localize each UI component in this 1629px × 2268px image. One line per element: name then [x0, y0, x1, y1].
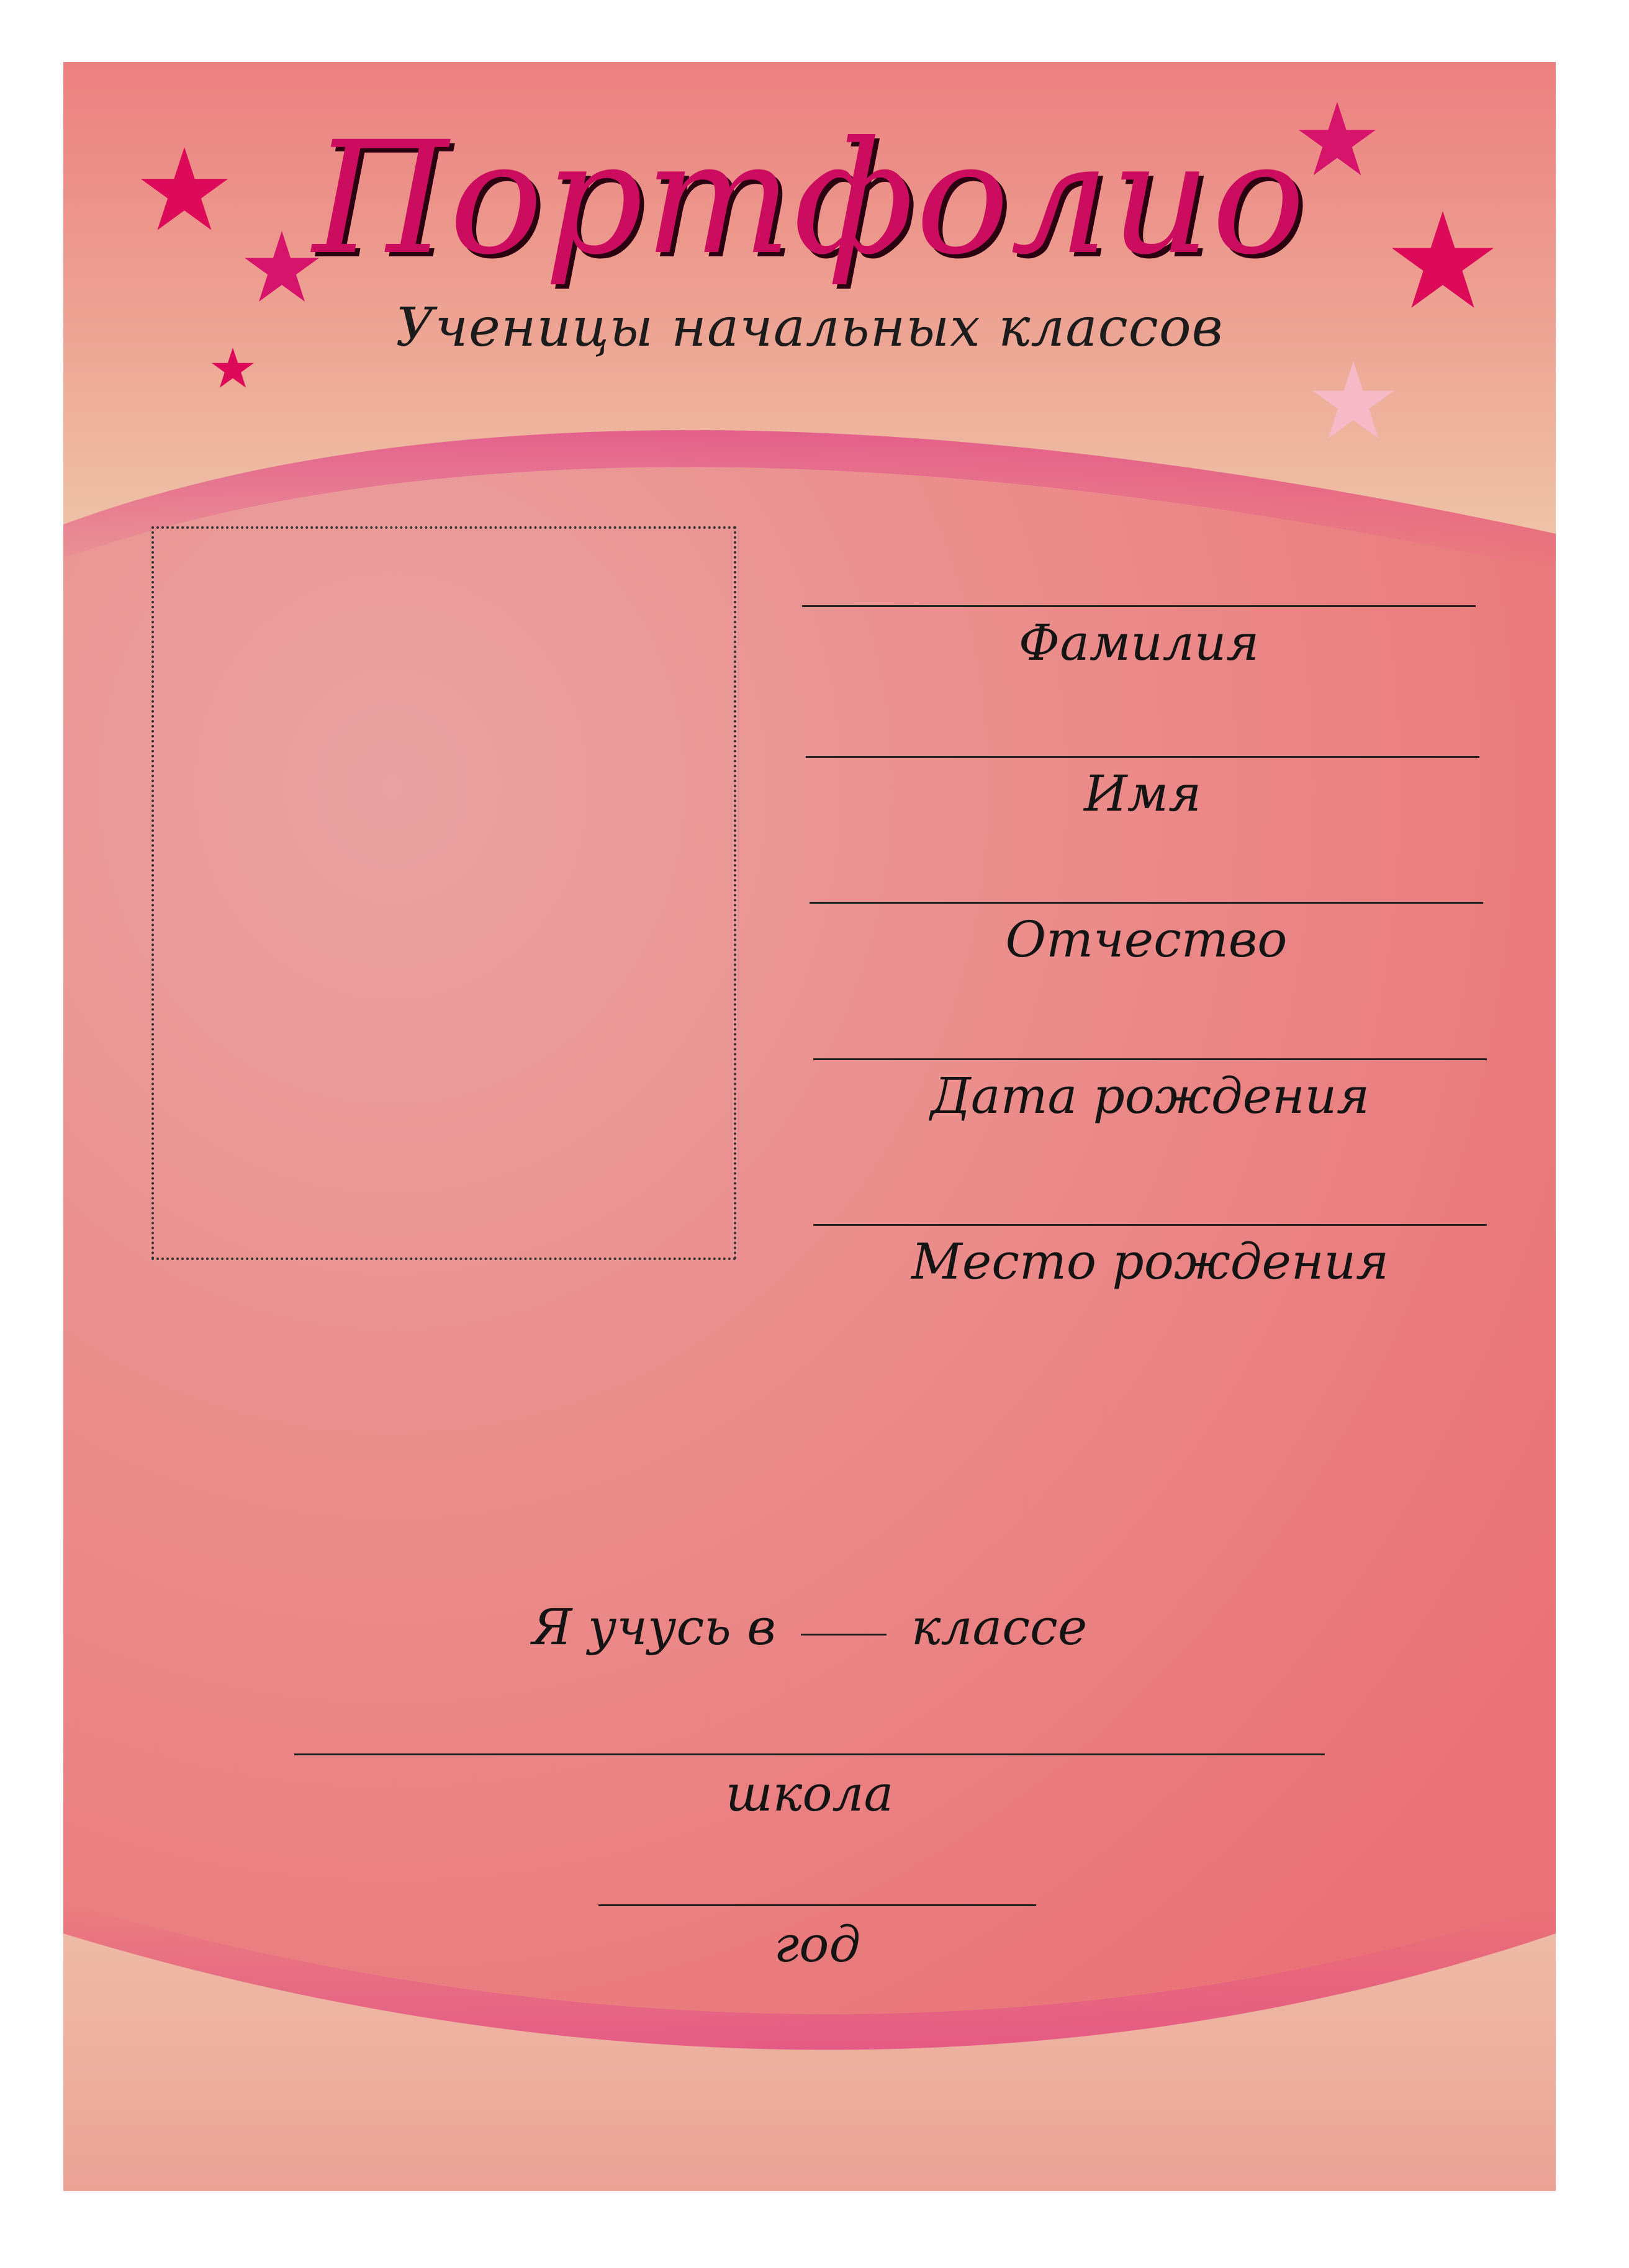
name-field[interactable] — [806, 756, 1479, 822]
birth-date-label: Дата рождения — [930, 1067, 1370, 1125]
birth-date-line — [813, 1058, 1487, 1060]
year-field[interactable] — [598, 1904, 1036, 1973]
school-field[interactable] — [294, 1753, 1325, 1822]
birth-place-field[interactable] — [813, 1224, 1487, 1290]
class-number-blank[interactable] — [801, 1634, 887, 1636]
patronymic-field[interactable] — [810, 902, 1483, 968]
school-line — [294, 1753, 1325, 1755]
portfolio-page — [63, 62, 1556, 2191]
class-suffix: классе — [911, 1598, 1088, 1656]
name-line — [806, 756, 1479, 758]
name-label: Имя — [1083, 765, 1202, 822]
patronymic-label: Отчество — [1005, 911, 1288, 968]
surname-line — [802, 605, 1476, 607]
year-line — [598, 1904, 1036, 1906]
birth-date-field[interactable] — [813, 1058, 1487, 1125]
photo-placeholder — [151, 526, 736, 1260]
year-label: год — [774, 1915, 861, 1973]
surname-label: Фамилия — [1018, 614, 1260, 672]
page-title: Портфолио — [312, 108, 1307, 289]
surname-field[interactable] — [802, 605, 1476, 672]
page-subtitle: Ученицы начальных классов — [395, 297, 1224, 359]
patronymic-line — [810, 902, 1483, 904]
school-label: школа — [725, 1765, 894, 1822]
birth-place-label: Место рождения — [911, 1233, 1389, 1290]
birth-place-line — [813, 1224, 1487, 1226]
class-prefix: Я учусь в — [531, 1598, 776, 1656]
class-statement — [63, 1598, 1556, 1656]
